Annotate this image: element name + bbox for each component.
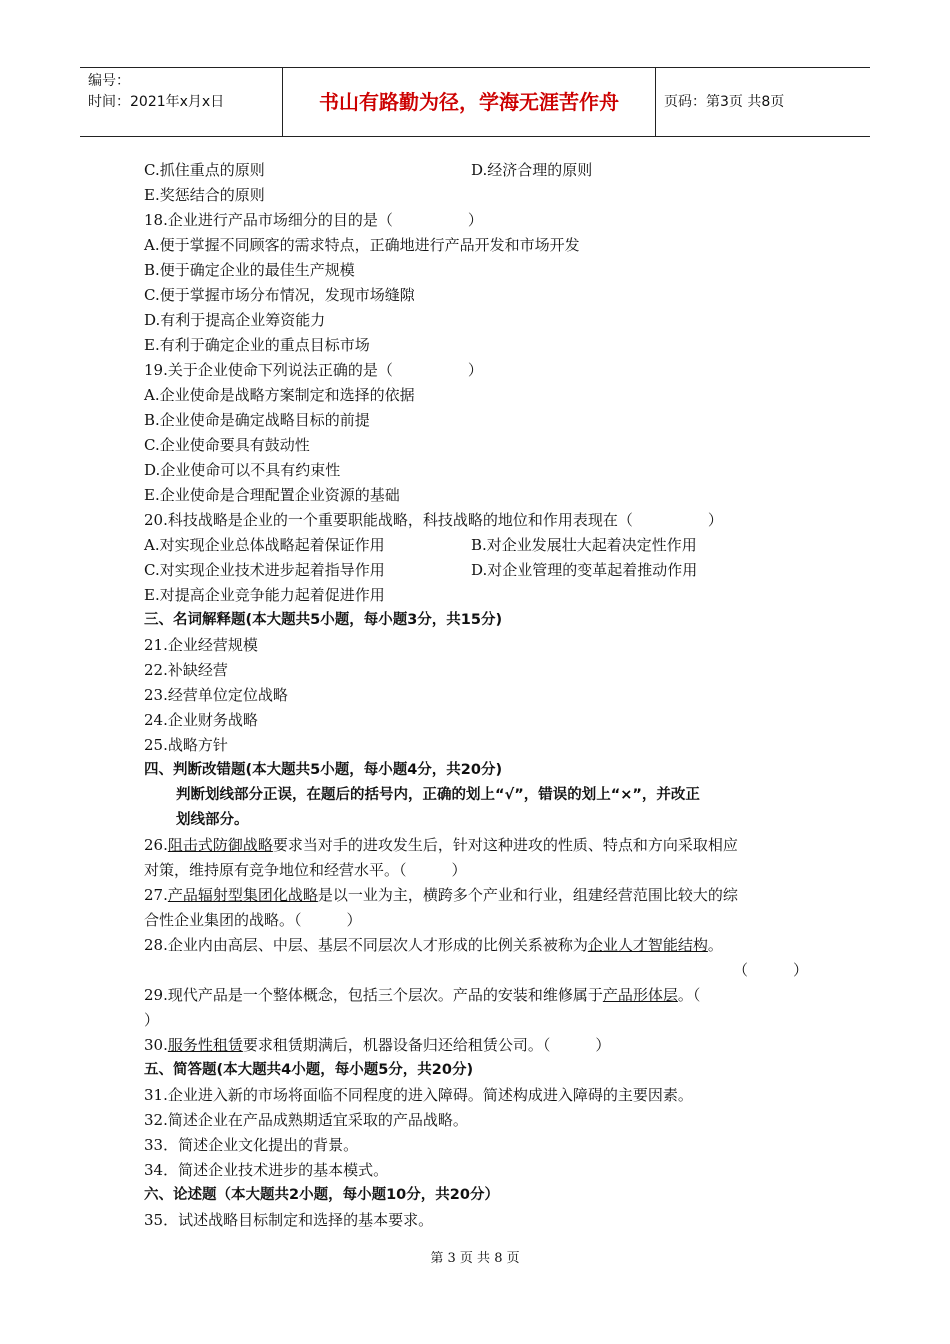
underlined-term: 产品辐射型集团化战略 xyxy=(167,886,318,904)
text-prefix: 27. xyxy=(144,886,168,904)
text-line xyxy=(144,558,816,583)
text-line: 22.补缺经营 xyxy=(144,661,228,679)
text-line: 六、论述题（本大题共2小题，每小题10分，共20分） xyxy=(144,1187,499,1203)
text-line: 19.关于企业使命下列说法正确的是（ ） xyxy=(144,361,483,379)
text-line: 四、判断改错题(本大题共5小题，每小题4分，共20分) xyxy=(144,762,503,778)
text-line: 32.简述企业在产品成熟期适宜采取的产品战略。 xyxy=(144,1111,468,1129)
underlined-term: 服务性租赁 xyxy=(167,1036,243,1054)
text-line: E.对提高企业竞争能力起着促进作用 xyxy=(144,586,385,604)
text-prefix: 28.企业内由高层、中层、基层不同层次人才形成的比例关系被称为 xyxy=(144,936,588,954)
page-indicator: 页码：第3页 共8页 xyxy=(664,94,785,110)
text-line: 34．简述企业技术进步的基本模式。 xyxy=(144,1161,389,1179)
page-header xyxy=(80,67,870,137)
text-line: 24.企业财务战略 xyxy=(144,711,258,729)
text-line: C.企业使命要具有鼓动性 xyxy=(144,436,310,454)
text-line: B.便于确定企业的最佳生产规模 xyxy=(144,261,355,279)
text-line: C.便于掌握市场分布情况，发现市场缝隙 xyxy=(144,286,415,304)
option-right: B.对企业发展壮大起着决定性作用 xyxy=(471,536,697,554)
text-prefix: 29.现代产品是一个整体概念，包括三个层次。产品的安装和维修属于 xyxy=(144,986,603,1004)
text-line: 20.科技战略是企业的一个重要职能战略，科技战略的地位和作用表现在（ ） xyxy=(144,511,723,529)
text-line: E.奖惩结合的原则 xyxy=(144,186,265,204)
text-suffix: 。 xyxy=(707,936,723,954)
text-line: ） xyxy=(144,1011,160,1029)
text-line: 21.企业经营规模 xyxy=(144,636,258,654)
text-suffix: 。（ xyxy=(677,986,701,1004)
option-left: A.对实现企业总体战略起着保证作用 xyxy=(144,536,385,554)
text-line: 25.战略方针 xyxy=(144,736,228,754)
text-line: A.便于掌握不同顾客的需求特点，正确地进行产品开发和市场开发 xyxy=(144,236,580,254)
text-line: 判断划线部分正误，在题后的括号内，正确的划上“√”，错误的划上“×”，并改正 xyxy=(176,787,700,803)
text-prefix: 26. xyxy=(144,836,168,854)
text-prefix: 30. xyxy=(144,1036,168,1054)
text-line xyxy=(144,983,816,1008)
text-line: 三、名词解释题(本大题共5小题，每小题3分，共15分) xyxy=(144,612,503,628)
text-line: 合性企业集团的战略。（ ） xyxy=(144,911,362,929)
header-meta xyxy=(80,68,282,136)
page-footer: 第 3 页 共 8 页 xyxy=(430,1251,520,1266)
time-label: 时间：2021年x月x日 xyxy=(88,94,225,110)
text-line: 35．试述战略目标制定和选择的基本要求。 xyxy=(144,1211,434,1229)
option-right: D.经济合理的原则 xyxy=(471,161,593,179)
text-line: E.有利于确定企业的重点目标市场 xyxy=(144,336,370,354)
text-suffix: 是以一业为主，横跨多个产业和行业，组建经营范围比较大的综 xyxy=(317,886,738,904)
text-line xyxy=(144,933,816,958)
document-body xyxy=(144,158,816,1233)
number-label: 编号： xyxy=(88,73,130,89)
option-right: D.对企业管理的变革起着推动作用 xyxy=(471,561,698,579)
motto: 书山有路勤为径，学海无涯苦作舟 xyxy=(282,68,656,136)
option-left: C.抓住重点的原则 xyxy=(144,161,265,179)
text-line xyxy=(144,1033,816,1058)
text-line: 18.企业进行产品市场细分的目的是（ ） xyxy=(144,211,483,229)
text-line: 31.企业进入新的市场将面临不同程度的进入障碍。简述构成进入障碍的主要因素。 xyxy=(144,1086,693,1104)
text-line xyxy=(144,533,816,558)
text-line: （ ） xyxy=(732,961,808,979)
text-line: 23.经营单位定位战略 xyxy=(144,686,288,704)
underlined-term: 阻击式防御战略 xyxy=(167,836,273,854)
underlined-term: 产品形体层 xyxy=(602,986,678,1004)
text-line: A.企业使命是战略方案制定和选择的依据 xyxy=(144,386,415,404)
text-suffix: 要求租赁期满后，机器设备归还给租赁公司。（ ） xyxy=(242,1036,611,1054)
text-line xyxy=(144,833,816,858)
text-line: E.企业使命是合理配置企业资源的基础 xyxy=(144,486,400,504)
text-line: D.企业使命可以不具有约束性 xyxy=(144,461,341,479)
option-left: C.对实现企业技术进步起着指导作用 xyxy=(144,561,385,579)
text-line: 对策，维持原有竞争地位和经营水平。（ ） xyxy=(144,861,467,879)
text-line xyxy=(144,158,816,183)
text-line: D.有利于提高企业筹资能力 xyxy=(144,311,326,329)
underlined-term: 企业人才智能结构 xyxy=(587,936,708,954)
text-suffix: 要求当对手的进攻发生后，针对这种进攻的性质、特点和方向采取相应 xyxy=(272,836,738,854)
text-line: 五、简答题(本大题共4小题，每小题5分，共20分) xyxy=(144,1062,474,1078)
text-line xyxy=(144,883,816,908)
text-line: 33．简述企业文化提出的背景。 xyxy=(144,1136,359,1154)
text-line: 划线部分。 xyxy=(176,812,249,828)
text-line: B.企业使命是确定战略目标的前提 xyxy=(144,411,370,429)
